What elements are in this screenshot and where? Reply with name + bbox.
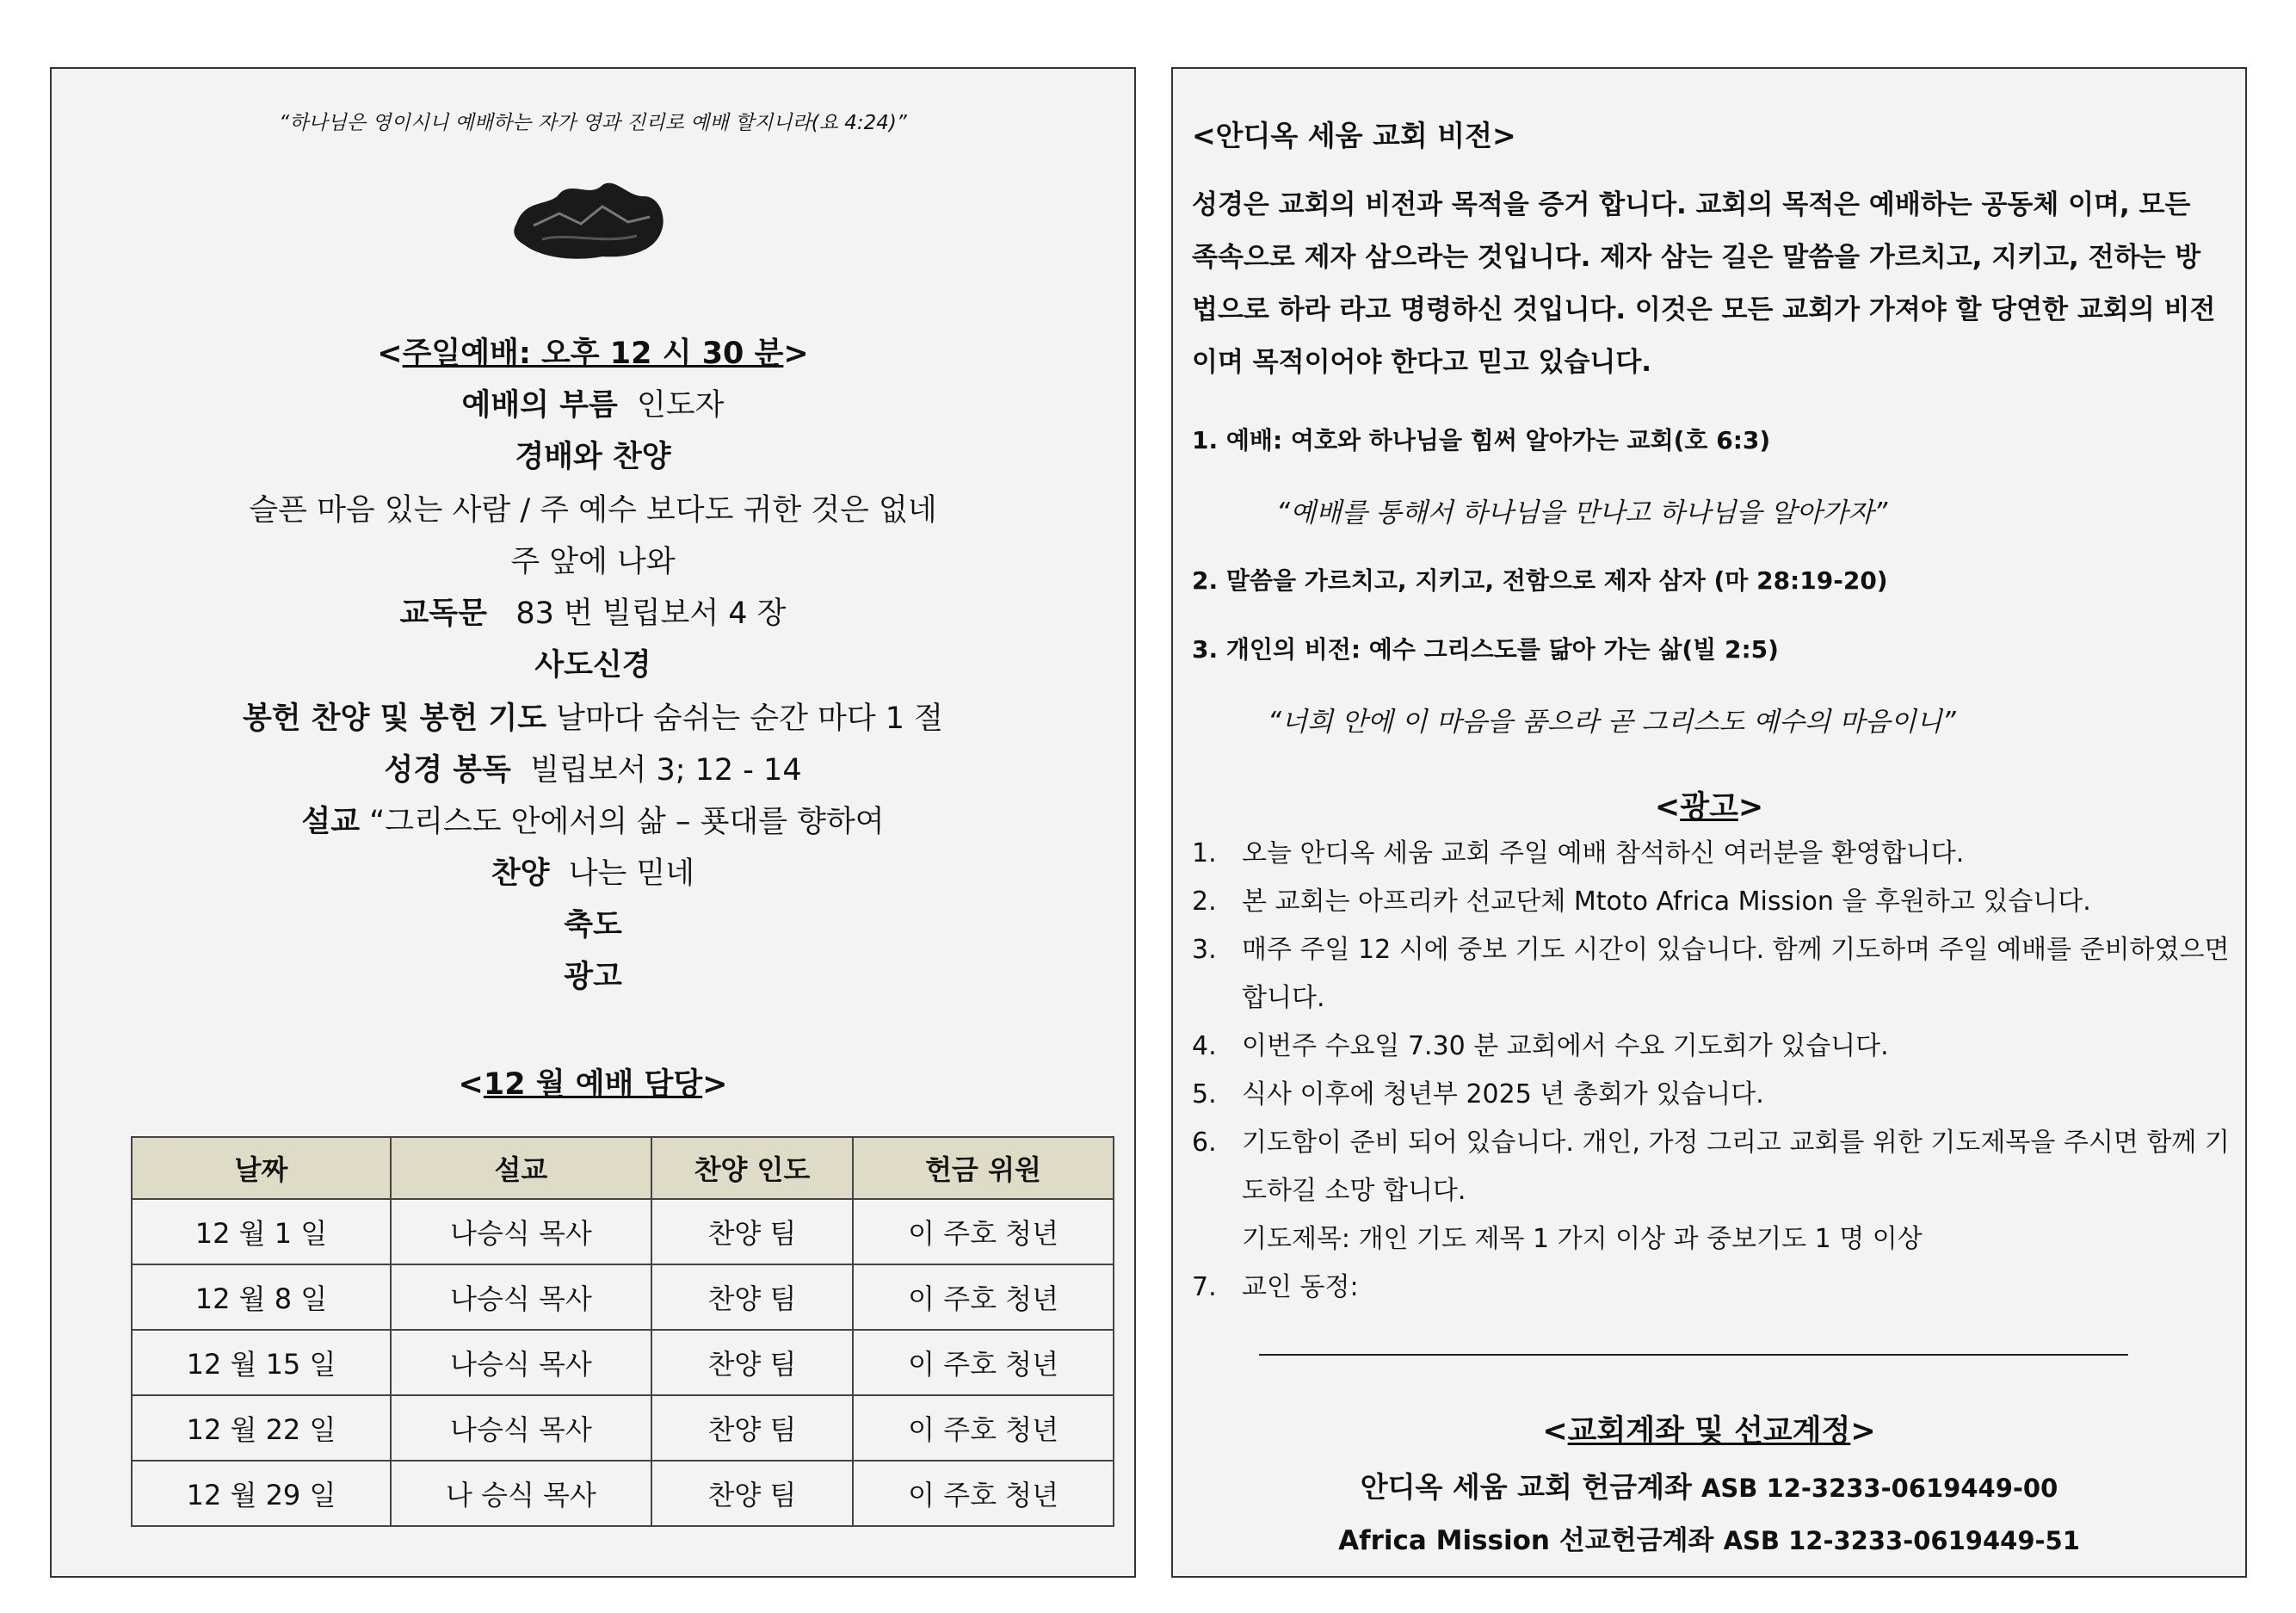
announcements-title: <광고> xyxy=(1654,790,1764,825)
list-item: 6. 기도함이 준비 되어 있습니다. 개인, 가정 그리고 교회를 위한 기도제목을 주시면 함께 기도하길 소망 합니다. xyxy=(1192,1128,2230,1206)
order-item-benediction: 축도 xyxy=(564,908,622,942)
header-worship-leader: 찬양 인도 xyxy=(651,1137,853,1199)
scripture-verse: “하나님은 영이시니 예배하는 자가 영과 진리로 예배 할지니라(요 4:24)” xyxy=(279,112,907,134)
order-item-praise: 경배와 찬양 xyxy=(515,440,671,474)
left-panel xyxy=(50,67,1136,1578)
header-offering: 헌금 위원 xyxy=(853,1137,1114,1199)
list-item: 4. 이번주 수요일 7.30 분 교회에서 수요 기도회가 있습니다. xyxy=(1192,1031,1889,1061)
vision-item-1: 1. 예배: 여호와 하나님을 힘써 알아가는 교회(호 6:3) xyxy=(1192,426,1771,454)
table-cell: 나승식 목사 xyxy=(391,1395,651,1461)
table-row xyxy=(132,1330,1114,1395)
table-cell: 나승식 목사 xyxy=(391,1264,651,1330)
table-cell: 찬양 팀 xyxy=(651,1264,853,1330)
list-item: 2. 본 교회는 아프리카 선교단체 Mtoto Africa Mission 을 후원하고 있습니다. xyxy=(1192,887,2091,917)
table-cell: 나승식 목사 xyxy=(391,1199,651,1264)
church-account: 안디옥 세움 교회 헌금계좌 ASB 12-3233-0619449-00 xyxy=(1360,1470,2058,1504)
header-sermon: 설교 xyxy=(391,1137,651,1199)
table-cell: 찬양 팀 xyxy=(651,1461,853,1526)
list-item: 1. 오늘 안디옥 세움 교회 주일 예배 참석하신 여러분을 환영합니다. xyxy=(1192,838,1965,868)
table-cell: 12 월 8 일 xyxy=(132,1264,391,1330)
table-cell: 12 월 29 일 xyxy=(132,1461,391,1526)
vision-quote-3: “너희 안에 이 마음을 품으라 곧 그리스도 예수의 마음이니” xyxy=(1268,707,1956,738)
order-item-sermon: 설교 “그리스도 안에서의 삶 – 푯대를 향하여 xyxy=(301,805,885,839)
table-row xyxy=(132,1395,1114,1461)
table-cell: 12 월 15 일 xyxy=(132,1330,391,1395)
divider xyxy=(1259,1354,2128,1356)
table-row xyxy=(132,1461,1114,1526)
order-item-responsive-reading: 교독문 83 번 빌립보서 4 장 xyxy=(399,596,787,631)
order-item-song-list: 슬픈 마음 있는 사람 / 주 예수 보다도 귀한 것은 없네 xyxy=(249,493,937,528)
table-cell: 찬양 팀 xyxy=(651,1395,853,1461)
table-cell: 12 월 22 일 xyxy=(132,1395,391,1461)
account-title: <교회계좌 및 선교계정> xyxy=(1542,1414,1876,1449)
table-cell: 나 승식 목사 xyxy=(391,1461,651,1526)
duty-title: <12 월 예배 담당> xyxy=(458,1067,728,1102)
table-cell: 이 주호 청년 xyxy=(853,1264,1114,1330)
list-item: 7. 교인 동정: xyxy=(1192,1272,1359,1302)
order-item-song-list-2: 주 앞에 나와 xyxy=(510,545,676,579)
table-cell: 이 주호 청년 xyxy=(853,1461,1114,1526)
vision-title: <안디옥 세움 교회 비전> xyxy=(1192,119,1516,152)
table-cell: 찬양 팀 xyxy=(651,1330,853,1395)
table-header-row xyxy=(132,1137,1114,1199)
vision-quote-1: “예배를 통해서 하나님을 만나고 하나님을 알아가자” xyxy=(1276,497,1888,528)
table-cell: 나승식 목사 xyxy=(391,1330,651,1395)
order-item-hymn: 찬양 나는 믿네 xyxy=(491,856,695,891)
service-title: <주일예배: 오후 12 시 30 분> xyxy=(377,337,809,371)
table-cell: 이 주호 청년 xyxy=(853,1199,1114,1264)
order-item-apostles-creed: 사도신경 xyxy=(534,648,651,683)
table-cell: 이 주호 청년 xyxy=(853,1330,1114,1395)
order-item-offering: 봉헌 찬양 및 봉헌 기도 날마다 숨쉬는 순간 마다 1 절 xyxy=(243,701,943,736)
table-cell: 이 주호 청년 xyxy=(853,1395,1114,1461)
duty-table xyxy=(131,1136,1114,1527)
list-item: 3. 매주 주일 12 시에 중보 기도 시간이 있습니다. 함께 기도하며 주일 예배를 준비하였으면 합니다. xyxy=(1192,935,2230,1013)
table-row xyxy=(132,1264,1114,1330)
order-item-announcements: 광고 xyxy=(564,960,622,994)
list-item: 기도제목: 개인 기도 제목 1 가지 이상 과 중보기도 1 명 이상 xyxy=(1242,1224,1923,1254)
table-cell: 12 월 1 일 xyxy=(132,1199,391,1264)
order-item-scripture-reading: 성경 봉독 빌립보서 3; 12 - 14 xyxy=(384,753,802,788)
table-row xyxy=(132,1199,1114,1264)
vision-item-2: 2. 말씀을 가르치고, 지키고, 전함으로 제자 삼자 (마 28:19-20) xyxy=(1192,566,1888,595)
vision-paragraph: 성경은 교회의 비전과 목적을 증거 합니다. 교회의 목적은 예배하는 공동체 이며, 모든 족속으로 제자 삼으라는 것입니다. 제자 삼는 길은 말씀을 가르치고, 지키고, 전하는 방법으로 하라 라고 명령하신 것입니다. 이것은 모든 교회가 가져야 할 당연한 교회의 비전이며 목적이어야 한다고 믿고 있습니다. xyxy=(1192,189,2216,378)
order-item-call-to-worship: 예배의 부름 인도자 xyxy=(461,388,725,423)
church-logo-icon xyxy=(508,172,671,267)
header-date: 날짜 xyxy=(132,1137,391,1199)
right-panel xyxy=(1171,67,2247,1578)
table-cell: 찬양 팀 xyxy=(651,1199,853,1264)
vision-item-3: 3. 개인의 비전: 예수 그리스도를 닮아 가는 삶(빌 2:5) xyxy=(1192,635,1779,664)
list-item: 5. 식사 이후에 청년부 2025 년 총회가 있습니다. xyxy=(1192,1079,1764,1109)
mission-account: Africa Mission 선교헌금계좌 ASB 12-3233-0619449-51 xyxy=(1338,1525,2080,1556)
announcements-list xyxy=(1192,830,2233,1312)
